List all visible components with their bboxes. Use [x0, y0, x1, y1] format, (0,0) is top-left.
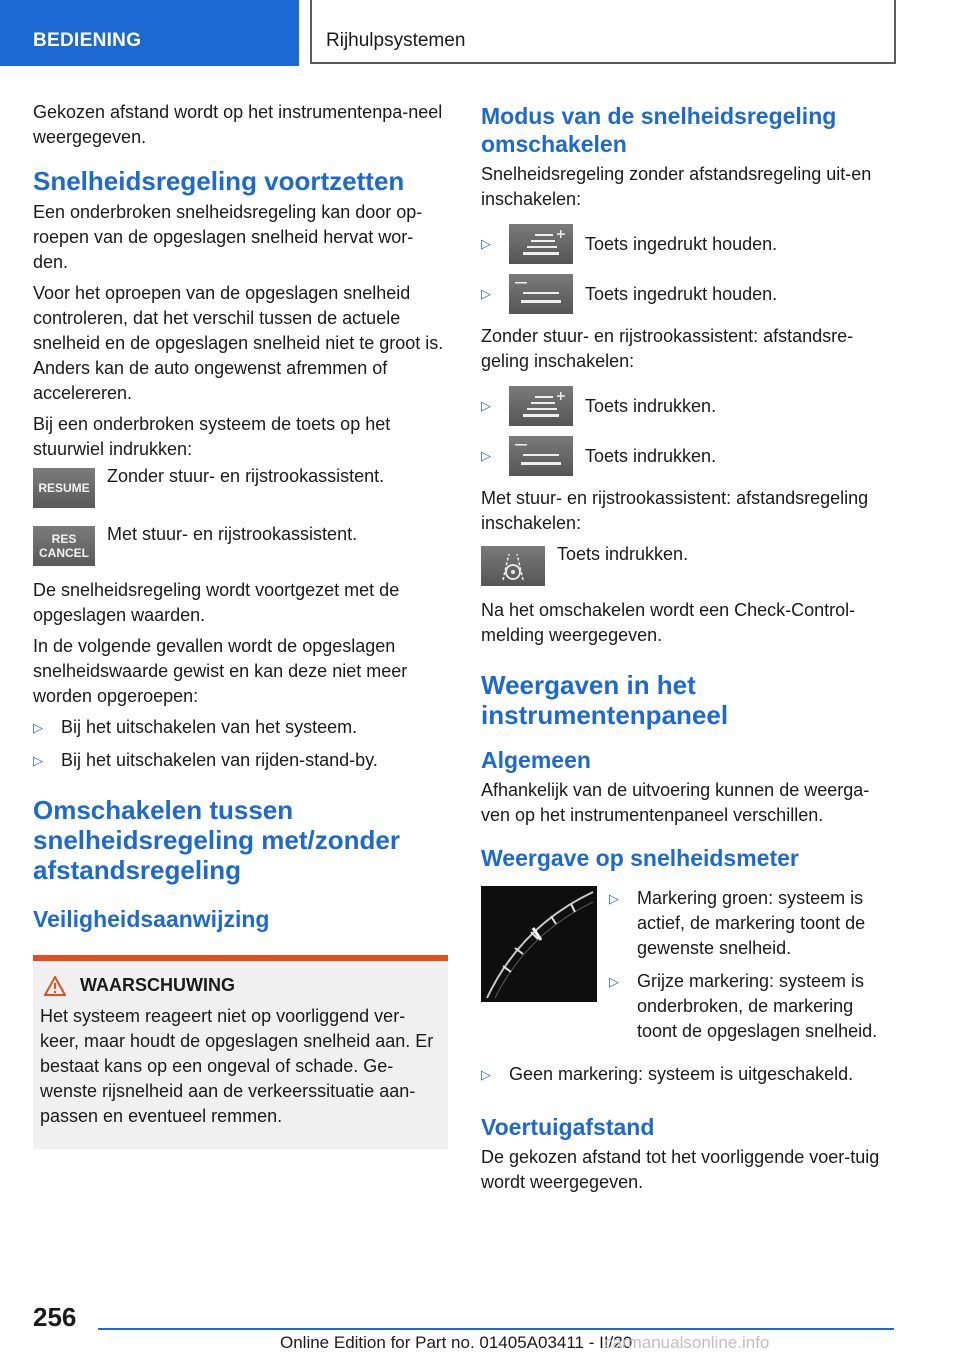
list-item: [481, 436, 896, 476]
key-label: RES: [51, 532, 77, 546]
triangle-bullet-icon: ▷: [609, 891, 619, 906]
key-description: Zonder stuur- en rijstrookassistent.: [107, 466, 385, 486]
paragraph: Bij een onderbroken systeem de toets op het stuurwiel indrukken:: [33, 414, 391, 459]
list-item-text: Markering groen: systeem is actief, de markering toont de gewenste snelheid.: [637, 888, 866, 958]
paragraph: Na het omschakelen wordt een Check-Control-melding weergegeven.: [481, 600, 856, 645]
list-item-text: Toets indrukken.: [585, 395, 717, 416]
page-header: [0, 0, 960, 66]
key-cancel-row: [33, 526, 448, 566]
list-item: [609, 886, 896, 961]
chapter-tab: BEDIENING: [0, 0, 299, 66]
warning-triangle-icon: [44, 976, 66, 996]
key-assist-row: [481, 546, 896, 586]
triangle-bullet-icon: ▷: [481, 1067, 491, 1082]
paragraph: Afhankelijk van de uitvoering kunnen de weerga-ven op het instrumentenpaneel verschillen.: [481, 780, 870, 825]
heading-safety: Veiligheidsaanwijzing: [33, 906, 270, 932]
list-item-text: Bij het uitschakelen van rijden-stand-by.: [61, 750, 378, 770]
heading-distance: Voertuigafstand: [481, 1114, 655, 1140]
speedometer-image: [481, 886, 597, 1002]
key-description: Met stuur- en rijstrookassistent.: [107, 524, 358, 544]
distance-minus-icon: [509, 436, 573, 476]
edition-text: Online Edition for Part no. 01405A03411 - II/20: [280, 1333, 633, 1352]
triangle-bullet-icon: ▷: [481, 236, 491, 251]
list-item: [609, 969, 896, 1044]
distance-plus-key-image: [509, 386, 573, 426]
triangle-bullet-icon: ▷: [481, 398, 491, 413]
distance-plus-icon: [509, 224, 573, 264]
left-column: [33, 100, 448, 1149]
list-item-text: Geen markering: systeem is uitgeschakeld.: [509, 1064, 854, 1084]
triangle-bullet-icon: ▷: [33, 753, 43, 768]
footer-divider: [98, 1328, 894, 1330]
triangle-bullet-icon: ▷: [33, 720, 43, 735]
res-cancel-key-image: [33, 526, 95, 566]
paragraph: De snelheidsregeling wordt voortgezet met de opgeslagen waarden.: [33, 580, 400, 625]
key-resume-row: [33, 468, 448, 508]
heading-general: Algemeen: [481, 747, 591, 773]
warning-title-text: WAARSCHUWING: [80, 975, 235, 995]
triangle-bullet-icon: ▷: [609, 974, 619, 989]
paragraph: Zonder stuur- en rijstrookassistent: afstandsre-geling inschakelen:: [481, 326, 854, 371]
heading-mode: Modus van de snelheidsregeling omschakelen: [481, 103, 837, 157]
heading-resume: Snelheidsregeling voortzetten: [33, 166, 405, 196]
paragraph: Snelheidsregeling zonder afstandsregeling uit-en inschakelen:: [481, 164, 872, 209]
page-number: 256: [33, 1302, 77, 1332]
paragraph: In de volgende gevallen wordt de opgeslagen snelheidswaarde gewist en kan deze niet meer worden opgeroepen:: [33, 636, 408, 706]
speedometer-arc-icon: [481, 886, 597, 1002]
paragraph: Een onderbroken snelheidsregeling kan door op-roepen van de opgeslagen snelheid hervat wor-den.: [33, 202, 423, 272]
distance-minus-key-image: [509, 274, 573, 314]
speedometer-bullets: [609, 886, 896, 1052]
key-description: Toets indrukken.: [557, 544, 689, 564]
list-item: [33, 748, 448, 773]
steering-assist-icon: [481, 546, 545, 586]
section-tab: Rijhulpsystemen: [310, 0, 896, 64]
list-item: [33, 715, 448, 740]
list-item: [481, 1062, 896, 1087]
list-item-text: Toets ingedrukt houden.: [585, 233, 778, 254]
resume-key-image: RESUME: [33, 468, 95, 508]
triangle-bullet-icon: ▷: [481, 448, 491, 463]
paragraph: De gekozen afstand tot het voorliggende voer-tuig wordt weergegeven.: [481, 1147, 880, 1192]
list-item-text: Grijze markering: systeem is onderbroken, de markering toont de opgeslagen snelheid.: [637, 971, 878, 1041]
list-item: [481, 224, 896, 264]
heading-switch: Omschakelen tussen snelheidsregeling met/zonder afstandsregeling: [33, 795, 400, 885]
key-label: CANCEL: [39, 546, 89, 560]
list-item: [481, 386, 896, 426]
list-item: [481, 274, 896, 314]
heading-speedometer: Weergave op snelheidsmeter: [481, 845, 799, 871]
right-column: [481, 100, 896, 1201]
triangle-bullet-icon: ▷: [481, 286, 491, 301]
distance-plus-key-image: [509, 224, 573, 264]
paragraph: Voor het oproepen van de opgeslagen snelheid controleren, dat het verschil tussen de actuele snelheid en de opgeslagen snelheid niet te groot is. Anders kan de auto ongewenst afremmen of accelereren.: [33, 283, 444, 403]
list-item-text: Toets ingedrukt houden.: [585, 283, 778, 304]
distance-plus-icon: [509, 386, 573, 426]
paragraph: Met stuur- en rijstrookassistent: afstandsregeling inschakelen:: [481, 488, 869, 533]
list-item-text: Bij het uitschakelen van het systeem.: [61, 717, 358, 737]
watermark: carmanualsonline.info: [604, 1333, 770, 1352]
distance-minus-icon: [509, 274, 573, 314]
list-item-text: Toets indrukken.: [585, 445, 717, 466]
heading-display: Weergaven in het instrumentenpaneel: [481, 670, 729, 730]
intro-text: Gekozen afstand wordt op het instrumentenpa-neel weergegeven.: [33, 102, 443, 147]
distance-minus-key-image: [509, 436, 573, 476]
warning-text: Het systeem reageert niet op voorliggend ver-keer, maar houdt de opgeslagen snelheid aan. Er bestaat kans op een ongeval of schade. Ge-wenste rijsnelheid aan de verkeerssituatie aan-passen en eventueel remmen.: [40, 1006, 434, 1126]
warning-box: [33, 961, 448, 1149]
assist-key-image: [481, 546, 545, 586]
speedometer-section: [481, 886, 896, 1052]
warning-title: [40, 975, 440, 996]
